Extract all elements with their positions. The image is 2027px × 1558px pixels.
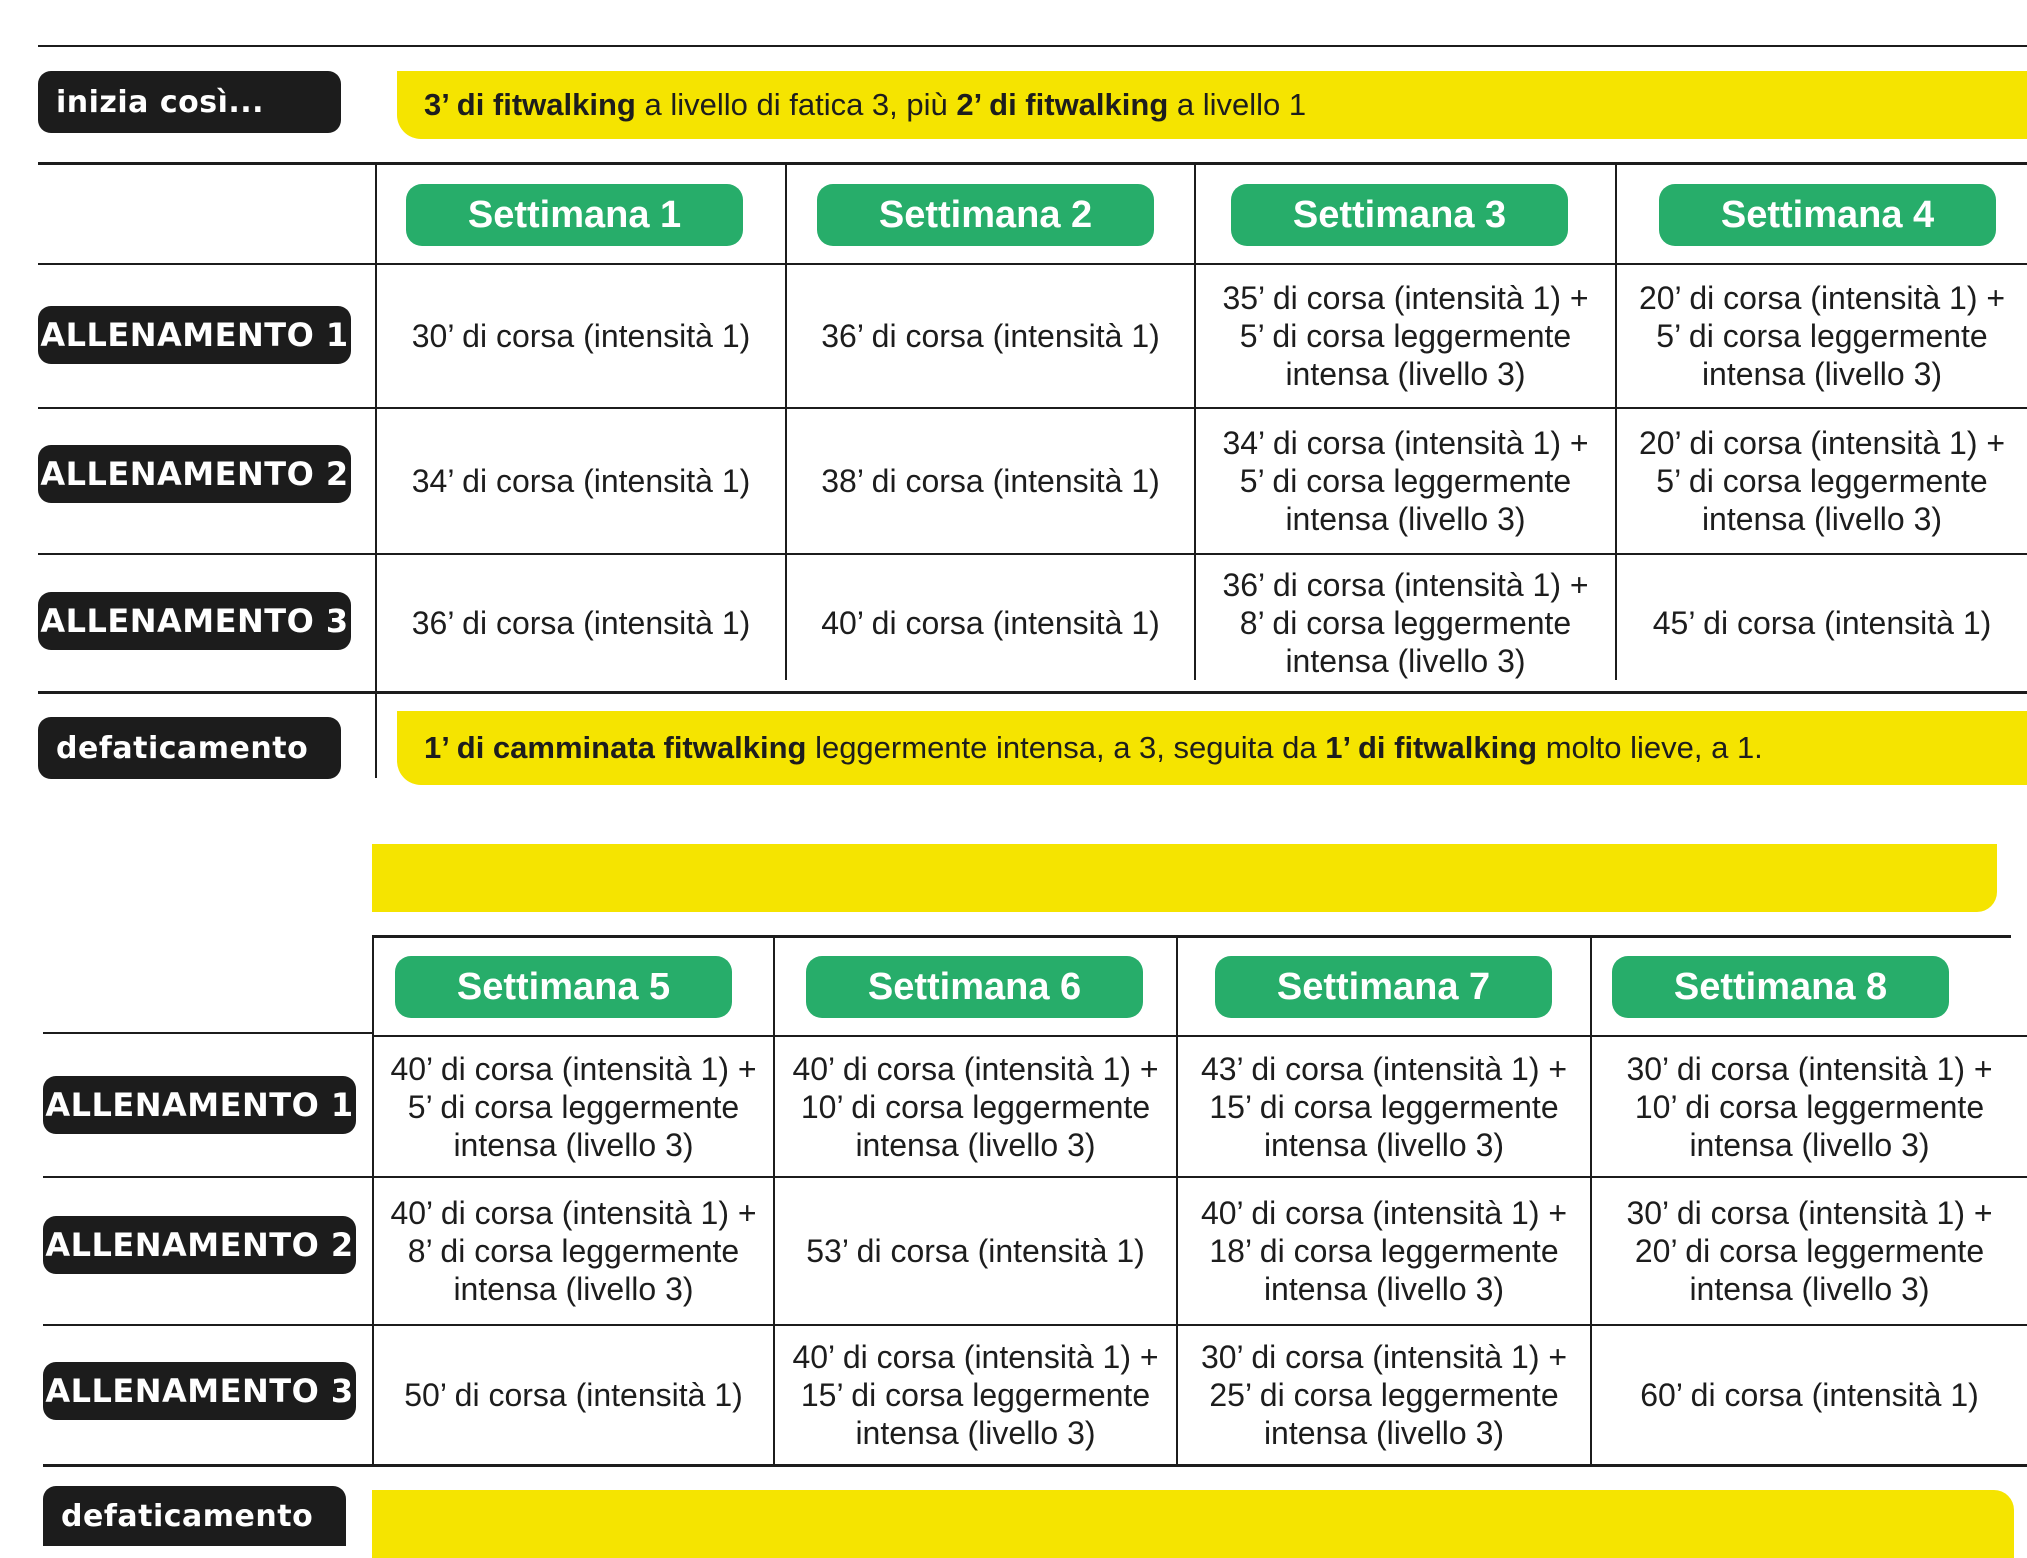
cell-w3-a1: 35’ di corsa (intensità 1) + 5’ di corsa leggermente intensa (livello 3) — [1222, 280, 1589, 392]
cooldown-label-top: defaticamento — [38, 717, 341, 779]
cell-w6-a3: 40’ di corsa (intensità 1) + 15’ di corsa leggermente intensa (livello 3) — [792, 1339, 1159, 1451]
cooldown-bar-top — [397, 711, 2027, 785]
row-label-allenamento-3: ALLENAMENTO 3 — [38, 592, 351, 650]
cell-w5-a2: 40’ di corsa (intensità 1) + 8’ di corsa leggermente intensa (livello 3) — [390, 1195, 757, 1307]
cell-w1-a3: 36’ di corsa (intensità 1) — [411, 605, 751, 641]
intro-text-bold-3: 2’ di fitwalking — [956, 87, 1169, 122]
cell-w4-a2: 20’ di corsa (intensità 1) + 5’ di corsa leggermente intensa (livello 3) — [1638, 425, 2006, 537]
intro-text-bold-1: 3’ di fitwalking — [424, 87, 636, 122]
cell-w7-a2: 40’ di corsa (intensità 1) + 18’ di corsa leggermente intensa (livello 3) — [1200, 1195, 1568, 1307]
intro-bar-bottom — [372, 844, 1997, 912]
row-label-allenamento-1-bottom: ALLENAMENTO 1 — [43, 1076, 356, 1134]
cooldown-text-4: molto lieve, a 1. — [1537, 730, 1763, 765]
cooldown-label-bottom: defaticamento — [43, 1486, 346, 1546]
row-label-allenamento-1: ALLENAMENTO 1 — [38, 306, 351, 364]
week-header-2: Settimana 2 — [817, 184, 1154, 246]
row-label-allenamento-3-bottom: ALLENAMENTO 3 — [43, 1362, 356, 1420]
cell-w1-a2: 34’ di corsa (intensità 1) — [411, 463, 751, 499]
cell-w5-a1: 40’ di corsa (intensità 1) + 5’ di corsa leggermente intensa (livello 3) — [390, 1050, 757, 1163]
week-header-7: Settimana 7 — [1215, 956, 1552, 1018]
week-header-3: Settimana 3 — [1231, 184, 1568, 246]
cell-w6-a2: 53’ di corsa (intensità 1) — [806, 1233, 1145, 1269]
cell-w3-a3: 36’ di corsa (intensità 1) + 8’ di corsa leggermente intensa (livello 3) — [1222, 567, 1589, 679]
cell-w6-a1: 40’ di corsa (intensità 1) + 10’ di corsa leggermente intensa (livello 3) — [792, 1050, 1159, 1163]
intro-text-2: a livello di fatica 3, più — [635, 87, 957, 122]
cell-w8-a3: 60’ di corsa (intensità 1) — [1640, 1377, 1979, 1413]
intro-text-4: a livello 1 — [1168, 87, 1307, 122]
cell-w8-a2: 30’ di corsa (intensità 1) + 20’ di corsa leggermente intensa (livello 3) — [1626, 1195, 1993, 1307]
cell-w4-a3: 45’ di corsa (intensità 1) — [1652, 605, 1992, 641]
cell-w8-a1: 30’ di corsa (intensità 1) + 10’ di corsa leggermente intensa (livello 3) — [1626, 1050, 1993, 1163]
cell-w1-a1: 30’ di corsa (intensità 1) — [411, 318, 751, 354]
cell-w2-a3: 40’ di corsa (intensità 1) — [821, 605, 1160, 641]
cooldown-text-2: leggermente intensa, a 3, seguita da — [806, 730, 1326, 765]
week-header-1: Settimana 1 — [406, 184, 743, 246]
cell-w5-a3: 50’ di corsa (intensità 1) — [404, 1377, 743, 1413]
cell-w7-a1: 43’ di corsa (intensità 1) + 15’ di corsa leggermente intensa (livello 3) — [1200, 1050, 1568, 1163]
cell-w3-a2: 34’ di corsa (intensità 1) + 5’ di corsa leggermente intensa (livello 3) — [1222, 425, 1589, 537]
week-header-8: Settimana 8 — [1612, 956, 1949, 1018]
intro-label: inizia così... — [38, 71, 341, 133]
cell-w4-a1: 20’ di corsa (intensità 1) + 5’ di corsa leggermente intensa (livello 3) — [1638, 280, 2006, 392]
row-label-allenamento-2: ALLENAMENTO 2 — [38, 445, 351, 503]
cooldown-bar-bottom — [372, 1490, 2014, 1558]
intro-bar — [397, 71, 2027, 139]
week-header-4: Settimana 4 — [1659, 184, 1996, 246]
week-header-5: Settimana 5 — [395, 956, 732, 1018]
cooldown-text-bold-1: 1’ di camminata fitwalking — [424, 730, 807, 765]
cell-w2-a2: 38’ di corsa (intensità 1) — [821, 463, 1160, 499]
row-label-allenamento-2-bottom: ALLENAMENTO 2 — [43, 1216, 356, 1274]
cell-w7-a3: 30’ di corsa (intensità 1) + 25’ di corsa leggermente intensa (livello 3) — [1200, 1339, 1568, 1451]
week-header-6: Settimana 6 — [806, 956, 1143, 1018]
cell-w2-a1: 36’ di corsa (intensità 1) — [821, 318, 1160, 354]
cooldown-text-bold-3: 1’ di fitwalking — [1325, 730, 1538, 765]
